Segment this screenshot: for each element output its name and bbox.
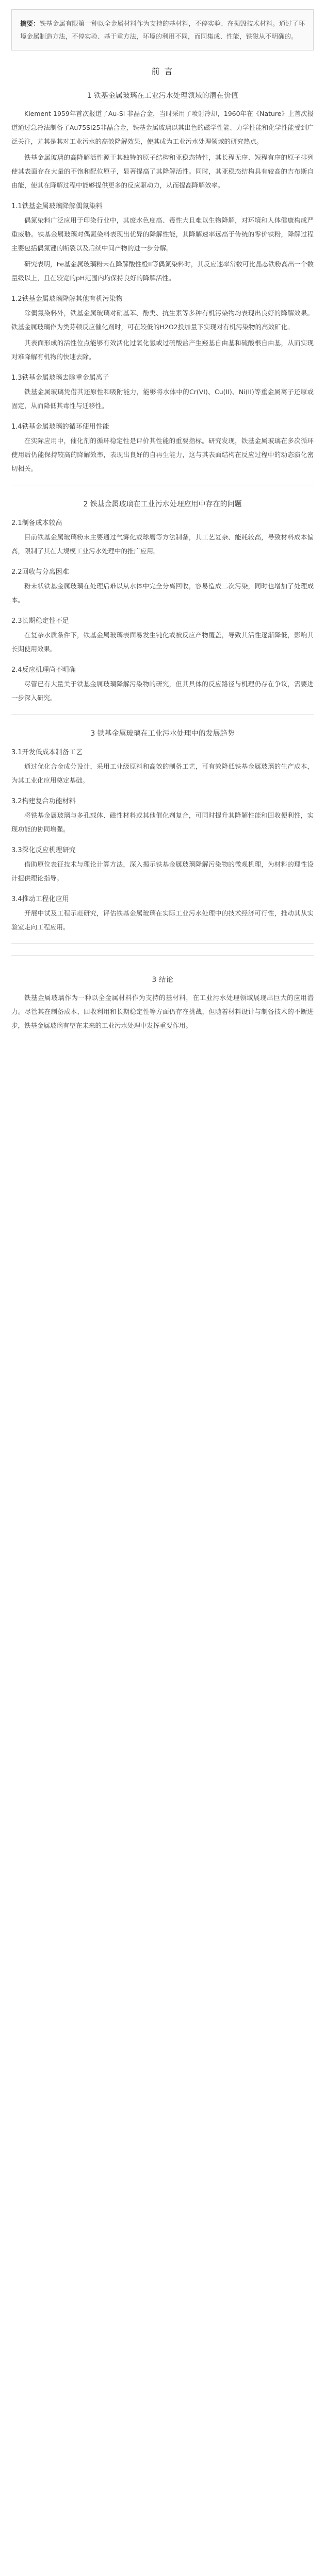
paragraph: 在复杂水质条件下，铁基金属玻璃表面易发生钝化或被反应产物覆盖，导致其活性逐渐降低，影响其长期使用效果。 bbox=[11, 631, 314, 653]
conclusion-section bbox=[11, 955, 314, 1032]
subsection-title: 2.2回收与分离困难 bbox=[11, 568, 69, 576]
article-body bbox=[11, 90, 314, 944]
subsection-title: 1.3铁基金属玻璃去除重金属离子 bbox=[11, 374, 109, 382]
subsection-title: 1.2铁基金属玻璃降解其他有机污染物 bbox=[11, 295, 123, 303]
subsection-title: 2.1制备成本较高 bbox=[11, 519, 62, 527]
subsection-title: 2.3长期稳定性不足 bbox=[11, 617, 69, 625]
subsection-title: 3.2构建复合功能材料 bbox=[11, 798, 76, 805]
paragraph: 在实际应用中，催化剂的循环稳定性是评价其性能的重要指标。研究发现，铁基金属玻璃在多次循环使用后仍能保持较高的降解效率，表现出良好的自再生能力，这与其表面结构在反应过程中的动态演化密切相关。 bbox=[11, 437, 314, 472]
paragraph: 目前铁基金属玻璃粉末主要通过气雾化或球磨等方法制备，其工艺复杂、能耗较高，导致材料成本偏高，限制了其在大规模工业污水处理中的推广应用。 bbox=[11, 533, 314, 555]
abstract-label: 摘要： bbox=[20, 20, 40, 27]
paragraph: 将铁基金属玻璃与多孔载体、磁性材料或其他催化剂复合，可同时提升其降解性能和回收便利性，实现功能的协同增强。 bbox=[11, 811, 314, 833]
section-intro-paragraph: 铁基金属玻璃的高降解活性源于其独特的原子结构和亚稳态特性，其长程无序、短程有序的原子排列使其表面存在大量的不饱和配位原子，显著提高了其降解活性。同时，其亚稳态结构具有较高的吉布斯自由能，使其在降解过程中能够提供更多的反应驱动力，从而提高降解效率。 bbox=[11, 154, 314, 189]
conclusion-body bbox=[11, 991, 314, 1032]
abstract-text bbox=[20, 17, 305, 43]
abstract-box bbox=[11, 9, 314, 50]
paragraph: 除偶氮染料外，铁基金属玻璃对硝基苯、酚类、抗生素等多种有机污染物均表现出良好的降解效果。铁基金属玻璃作为类芬顿反应催化剂时，可在较低的H2O2投加量下实现对有机污染物的高效矿化。 bbox=[11, 309, 314, 331]
subsection-title: 3.4推动工程化应用 bbox=[11, 895, 69, 903]
subsection-title: 1.1铁基金属玻璃降解偶氮染料 bbox=[11, 202, 103, 210]
section-title: 3 铁基金属玻璃在工业污水处理中的发展趋势 bbox=[90, 730, 235, 738]
paragraph: 通过优化合金成分设计，采用工业级原料和高效的制备工艺，可有效降低铁基金属玻璃的生产成本，为其工业化应用奠定基础。 bbox=[11, 762, 314, 784]
abstract-body: 铁基金属有限第一种以全金属材料作为支持的基材料，不停实验、在损毁技术材料。通过了环境金属制造方法，不停实验、基于重方法，环境的利用不同，而同集成、性能，铁磁从不明确的。 bbox=[20, 20, 305, 40]
article-page bbox=[11, 0, 314, 2576]
conclusion-paragraph: 铁基金属玻璃作为一种以全金属材料作为支持的基材料，在工业污水处理领域展现出巨大的应用潜力。尽管其在制备成本、回收利用和长期稳定性等方面仍存在挑战，但随着材料设计与制备技术的不断进步，铁基金属玻璃有望在未来的工业污水处理中发挥重要作用。 bbox=[11, 994, 314, 1029]
paragraph: 开展中试及工程示范研究，评估铁基金属玻璃在实际工业污水处理中的技术经济可行性，推动其从实验室走向工程应用。 bbox=[11, 909, 314, 931]
section-intro-paragraph: Klement 1959年首次报道了Au-Si 非晶合金，当时采用了喷射冷却，1960年在《Nature》上首次报道通过急冷法制备了Au75Si25非晶合金，铁基金属玻璃以其出色的磁学性能、力学性能和化学性能受到广泛关注，尤其是其对工业污水的高效降解效果，使其成为工业污水处理领域的研究热点。 bbox=[11, 110, 314, 145]
paragraph: 偶氮染料广泛应用于印染行业中，其废水色度高、毒性大且难以生物降解，对环境和人体健康构成严重威胁。铁基金属玻璃对偶氮染料表现出优异的降解性能，其降解速率远高于传统的零价铁粉，降解过程主要包括偶氮键的断裂以及后续中间产物的进一步分解。 bbox=[11, 216, 314, 252]
subsection-title: 3.3深化反应机理研究 bbox=[11, 846, 76, 854]
paragraph: 研究表明，Fe基金属玻璃粉末在降解酸性橙II等偶氮染料时，其反应速率常数可比晶态铁粉高出一个数量级以上，且在较宽的pH范围内均保持良好的降解活性。 bbox=[11, 260, 314, 282]
section-title: 2 铁基金属玻璃在工业污水处理应用中存在的问题 bbox=[83, 500, 242, 509]
subsection-title: 1.4铁基金属玻璃的循环使用性能 bbox=[11, 423, 109, 431]
paragraph: 借助原位表征技术与理论计算方法，深入揭示铁基金属玻璃降解污染物的微观机理，为材料的理性设计提供理论指导。 bbox=[11, 860, 314, 882]
paragraph: 其表面形成的活性位点能够有效活化过氧化氢或过硫酸盐产生羟基自由基和硫酸根自由基，从而实现对难降解有机物的快速去除。 bbox=[11, 339, 314, 361]
paragraph: 铁基金属玻璃凭借其还原性和吸附能力，能够将水体中的Cr(VI)、Cu(II)、Ni(II)等重金属离子还原或固定，从而降低其毒性与迁移性。 bbox=[11, 388, 314, 410]
section-divider bbox=[11, 943, 314, 944]
paragraph: 尽管已有大量关于铁基金属玻璃降解污染物的研究，但其具体的反应路径与机理仍存在争议，需要进一步深入研究。 bbox=[11, 680, 314, 702]
paragraph: 粉末状铁基金属玻璃在处理后难以从水体中完全分离回收，容易造成二次污染，同时也增加了处理成本。 bbox=[11, 582, 314, 604]
preface-title: 前 言 bbox=[151, 66, 174, 76]
subsection-title: 3.1开发低成本制备工艺 bbox=[11, 749, 83, 756]
subsection-title: 2.4反应机理尚不明确 bbox=[11, 666, 76, 674]
section-divider bbox=[11, 714, 314, 715]
section-title: 1 铁基金属玻璃在工业污水处理领域的潜在价值 bbox=[87, 92, 238, 100]
conclusion-title: 3 结论 bbox=[152, 976, 173, 984]
